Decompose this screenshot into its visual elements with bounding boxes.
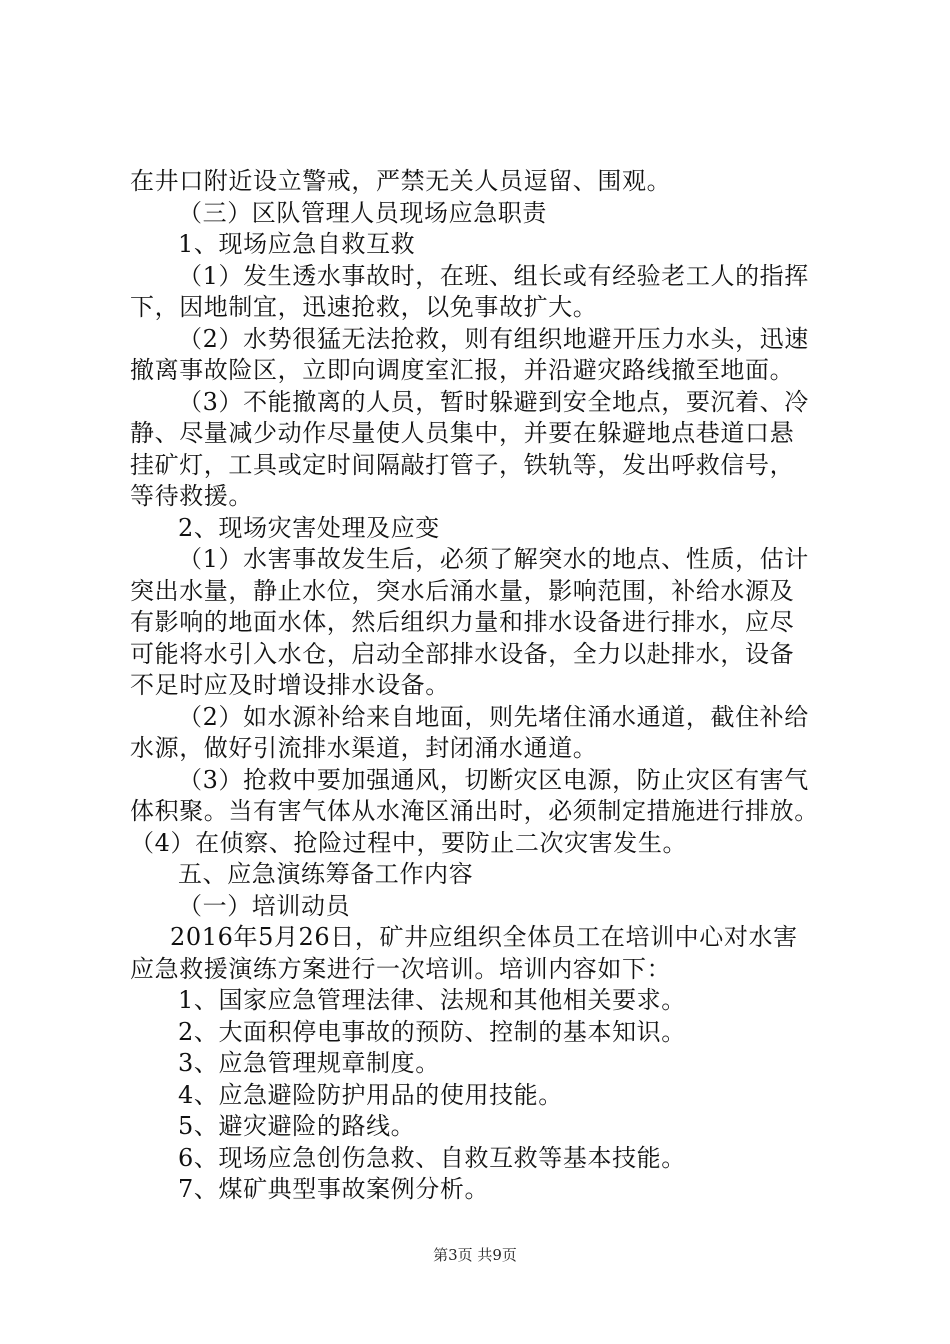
text-line: 体积聚。当有害气体从水淹区涌出时，必须制定措施进行排放。	[130, 797, 819, 825]
text-line: 下，因地制宜，迅速抢救，以免事故扩大。	[130, 293, 598, 321]
text-line: 等待救援。	[130, 482, 253, 510]
text-line: 5、避灾避险的路线。	[178, 1112, 416, 1140]
text-line: 不足时应及时增设排水设备。	[130, 671, 450, 699]
text-line: 五、应急演练筹备工作内容	[178, 860, 474, 888]
text-line: 6、现场应急创伤急救、自救互救等基本技能。	[178, 1143, 686, 1172]
text-line: 可能将水引入水仓，启动全部排水设备，全力以赴排水，设备	[130, 639, 795, 668]
text-line: 应急救援演练方案进行一次培训。培训内容如下：	[130, 954, 672, 983]
text-line: （一）培训动员	[178, 891, 351, 920]
text-line: （3）抢救中要加强通风，切断灾区电源，防止灾区有害气	[178, 765, 809, 794]
text-line: 1、现场应急自救互救	[178, 230, 416, 258]
text-line: 1、国家应急管理法律、法规和其他相关要求。	[178, 986, 686, 1014]
text-line: 静、尽量减少动作尽量使人员集中，并要在躲避地点巷道口悬	[130, 419, 795, 447]
text-line: （1）发生透水事故时，在班、组长或有经验老工人的指挥	[178, 261, 809, 290]
text-line: 挂矿灯，工具或定时间隔敲打管子，铁轨等，发出呼救信号，	[130, 450, 795, 479]
text-line: 撤离事故险区，立即向调度室汇报，并沿避灾路线撤至地面。	[130, 356, 795, 384]
text-line: 水源，做好引流排水渠道，封闭涌水通道。	[130, 734, 598, 762]
page-footer: 第3页 共9页	[433, 1246, 517, 1264]
text-line: （1）水害事故发生后，必须了解突水的地点、性质，估计	[178, 545, 809, 573]
text-line: 2016年5月26日，矿井应组织全体员工在培训中心对水害	[170, 923, 798, 951]
text-line: 突出水量，静止水位，突水后涌水量，影响范围，补给水源及	[130, 576, 795, 605]
text-line: （4）在侦察、抢险过程中，要防止二次灾害发生。	[130, 828, 688, 857]
text-line: 有影响的地面水体，然后组织力量和排水设备进行排水，应尽	[130, 608, 795, 636]
text-line: 2、大面积停电事故的预防、控制的基本知识。	[178, 1017, 686, 1046]
text-line: （三）区队管理人员现场应急职责	[178, 198, 547, 227]
text-line: （2）如水源补给来自地面，则先堵住涌水通道，截住补给	[178, 702, 809, 731]
text-line: 7、煤矿典型事故案例分析。	[178, 1175, 490, 1203]
document-body	[130, 166, 830, 1206]
text-line: 在井口附近设立警戒，严禁无关人员逗留、围观。	[130, 167, 672, 195]
text-line: 2、现场灾害处理及应变	[178, 513, 440, 542]
text-line: 4、应急避险防护用品的使用技能。	[178, 1080, 563, 1109]
text-line: 3、应急管理规章制度。	[178, 1049, 440, 1077]
text-line: （2）水势很猛无法抢救，则有组织地避开压力水头，迅速	[178, 324, 809, 353]
text-line: （3）不能撤离的人员，暂时躲避到安全地点，要沉着、冷	[178, 387, 809, 416]
